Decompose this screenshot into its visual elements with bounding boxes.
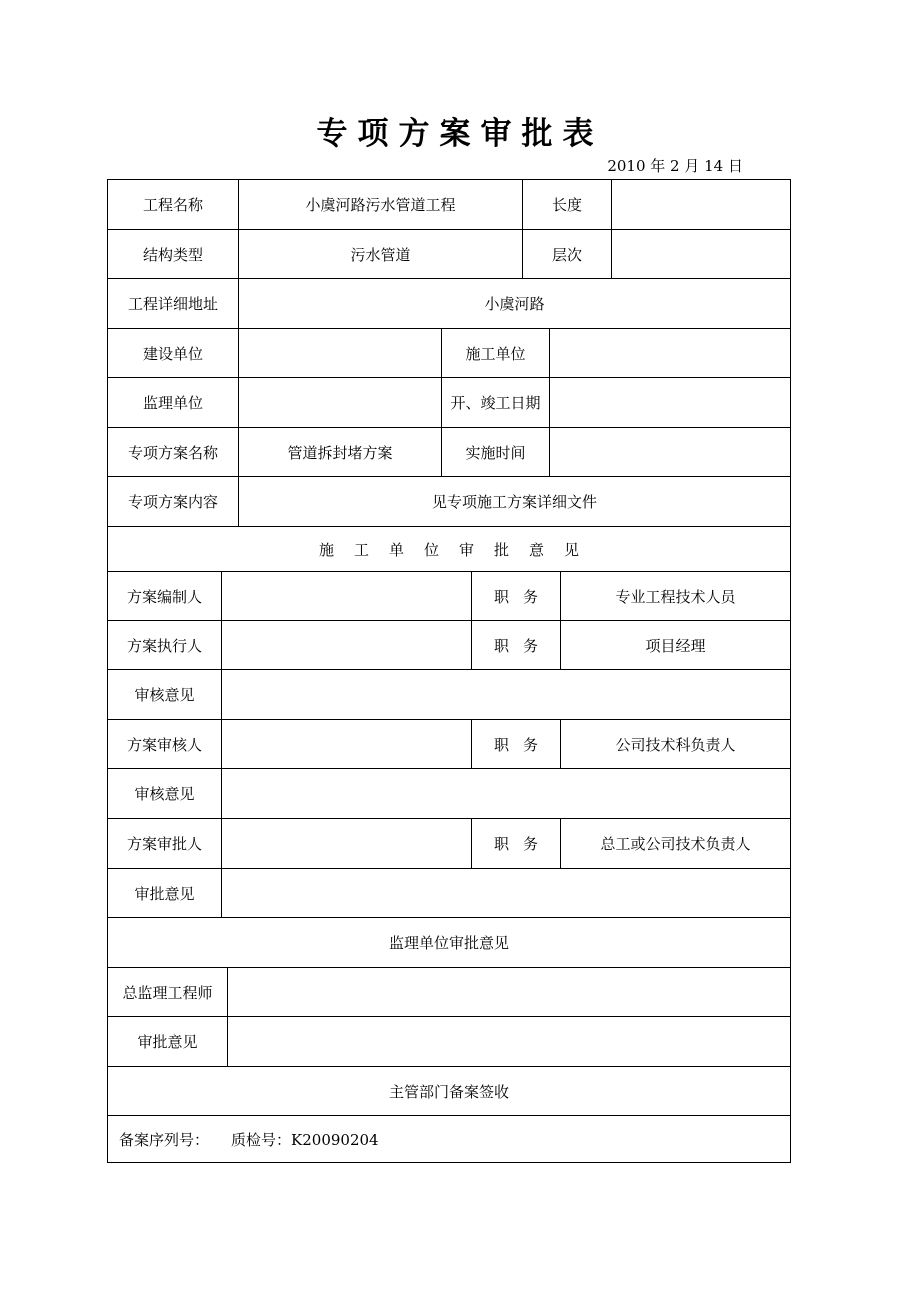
- contractor-value[interactable]: [550, 329, 790, 377]
- supervision-opinion-label: 审批意见: [137, 1033, 198, 1051]
- dates-value[interactable]: [550, 378, 790, 427]
- executor-position-value[interactable]: 项目经理: [645, 636, 706, 655]
- approval-opinion-label: 审批意见: [134, 884, 195, 903]
- reviewer-position-value[interactable]: 公司技术科负责人: [615, 735, 736, 754]
- project-name-label: 工程名称: [142, 196, 203, 214]
- plan-content-label: 专项方案内容: [127, 493, 218, 511]
- approver-position-value[interactable]: 总工或公司技术负责人: [600, 835, 751, 853]
- filing-row: [108, 1116, 790, 1163]
- owner-label: 建设单位: [142, 344, 203, 363]
- review-opinion-label: 审核意见: [134, 686, 195, 704]
- executor-label: 方案执行人: [126, 636, 202, 655]
- filing-heading: 主管部门备案签收: [388, 1082, 509, 1101]
- plan-name-value[interactable]: 管道拆封堵方案: [287, 443, 393, 462]
- structure-type-value[interactable]: 污水管道: [350, 245, 411, 264]
- compiler-position-label: 职务: [493, 587, 552, 606]
- length-label: 长度: [551, 196, 582, 214]
- length-value[interactable]: [612, 180, 790, 229]
- owner-value[interactable]: [239, 329, 441, 377]
- approval-form-table: [107, 179, 791, 1163]
- review-opinion-value[interactable]: [222, 670, 790, 719]
- plan-name-label: 专项方案名称: [127, 443, 218, 462]
- review-opinion-label-2: 审核意见: [134, 785, 195, 803]
- supervision-approval-heading: 监理单位审批意见: [388, 934, 509, 952]
- reviewer-position-label: 职务: [493, 735, 552, 754]
- filing-serial-label: 备案序列号：: [119, 1131, 210, 1149]
- project-name-value[interactable]: 小虞河路污水管道工程: [305, 196, 456, 214]
- approver-label: 方案审批人: [126, 835, 202, 853]
- address-label: 工程详细地址: [127, 295, 218, 313]
- page-title: 专项方案审批表: [316, 116, 604, 152]
- approver-value[interactable]: [222, 819, 471, 868]
- floors-label: 层次: [551, 245, 582, 264]
- chief-engineer-label: 总监理工程师: [122, 983, 213, 1002]
- supervision-opinion-value[interactable]: [228, 1017, 790, 1066]
- impl-time-label: 实施时间: [465, 443, 526, 462]
- quality-number-label: 质检号：: [231, 1131, 292, 1149]
- form-date: 2010 年 2 月 14 日: [607, 157, 743, 175]
- compiler-value[interactable]: [222, 572, 471, 620]
- structure-type-label: 结构类型: [142, 245, 203, 264]
- reviewer-label: 方案审核人: [126, 735, 202, 754]
- approval-opinion-value[interactable]: [222, 869, 790, 917]
- approver-position-label: 职务: [493, 835, 552, 853]
- impl-time-value[interactable]: [550, 428, 790, 476]
- compiler-position-value[interactable]: 专业工程技术人员: [615, 587, 736, 606]
- contractor-label: 施工单位: [465, 344, 526, 363]
- quality-number-value: K20090204: [291, 1130, 379, 1149]
- executor-value[interactable]: [222, 621, 471, 669]
- chief-engineer-value[interactable]: [228, 968, 790, 1016]
- floors-value[interactable]: [612, 230, 790, 278]
- review-opinion-value-2[interactable]: [222, 769, 790, 818]
- supervisor-label: 监理单位: [142, 394, 203, 412]
- plan-content-value[interactable]: 见专项施工方案详细文件: [431, 493, 597, 511]
- supervisor-value[interactable]: [239, 378, 441, 427]
- dates-label: 开、竣工日期: [450, 394, 541, 412]
- contractor-approval-heading: 施工单位审批意见: [318, 540, 599, 559]
- executor-position-label: 职务: [493, 636, 552, 655]
- address-value[interactable]: 小虞河路: [484, 295, 545, 313]
- reviewer-value[interactable]: [222, 720, 471, 768]
- compiler-label: 方案编制人: [126, 587, 202, 606]
